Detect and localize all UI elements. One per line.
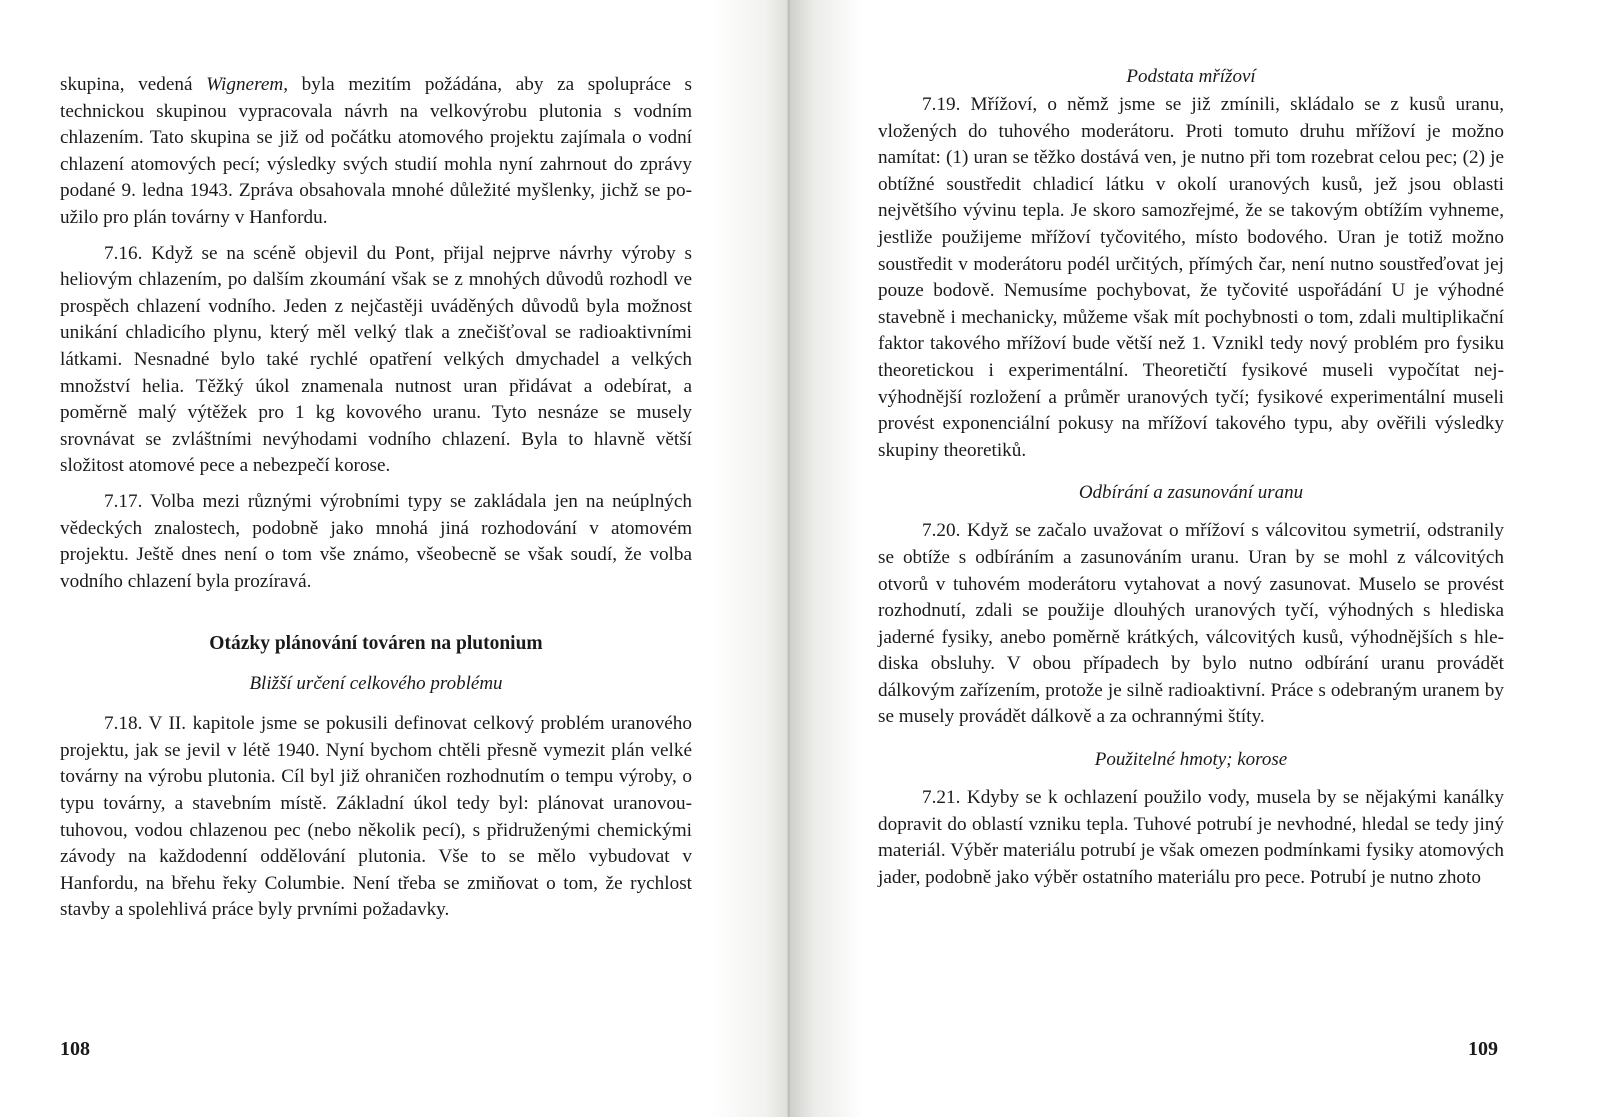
paragraph-7-15-continuation <box>60 72 692 232</box>
paragraph-7-15-text-a: skupina, vedená <box>60 74 207 95</box>
paragraph-7-17: 7.17. Volba mezi různými výrobními typy se zakládala jen na neúplných vědeckých znalostech, podobně jako mnohá jiná rozhodování v atomovém projektu. Ještě dnes není o tom vše známo, všeobecně se však soudí, že volba vodního chlazení byla prozíravá. <box>60 490 692 592</box>
subheading-uranium-removal: Odbírání a zasunování uranu <box>1078 482 1304 504</box>
subheading-overall-problem: Bližší určení celkového problému <box>249 673 503 695</box>
paragraph-7-18: 7.18. V II. kapitole jsme se pokusili definovat celkový problém uranového projektu, jak se jevil v létě 1940. Nyní bychom chtěli přesně vymezit plán velké továrny na výrobu plutonia. Cíl byl již ohraničen rozhodnutím o tempu výroby, o typu továrny, a stavebním místě. Základní úkol tedy byl: plánovat uranovoutuhovou, vodou chlazenou pec (nebo několik pecí), s přidruženými chemickými závody na každodenní oddělování plutonia. Vše to se mělo vybudovat v Hanfordu, na břehu řeky Columbie. Není třeba se zmiňovat o tom, že rychlost stavby a spolehlivá práce byly prvními požadavky. <box>60 713 692 921</box>
paragraph-7-20: 7.20. Když se začalo uvažovat o mřížoví s válcovitou symetrií, odstranily se obtíže s odbíráním a zasunováním uranu. Uran by se mohl z válcovitých otvorů v tuhovém moderátoru vytahovat a nový zasunovat. Muselo se provést rozhodnutí, zdali se použije dlouhých uranových tyčí, výhodných s hlediska jaderné fysiky, anebo poměrně krátkých, válcovitých kusů, výhodnějších s hlediska obsluhy. V obou případech by bylo nutno odbírání uranu provádět dálkovým zařízením, protože je silně radioaktivní. Práce s odebraným uranem by se musely provádět dálkově a za ochrannými štíty. <box>878 520 1504 728</box>
left-page <box>0 0 790 1117</box>
subheading-lattice-nature: Podstata mřížoví <box>1126 66 1256 87</box>
subheading-materials-corrosion: Použitelné hmoty; korose <box>1094 749 1288 771</box>
paragraph-7-16: 7.16. Když se na scéně objevil du Pont, přijal nejprve návrhy výroby s heliovým chlazením, po dalším zkoumání však se z mnohých důvodů rozhodl ve prospěch chlazení vodního. Jeden z nejčastěji uváděných důvodů byla možnost unikání chladicího plynu, který měl velký tlak a znečišťoval se radioaktivními látkami. Nesnadné bylo také rychlé opatření velkých dmychadel a velkých množství helia. Těžký úkol znamenala nutnost uran přidávat a odebírat, a poměrně malý výtěžek pro 1 kg kovového uranu. Tyto nesnáze se musely srovnávat se zvláštními nevýhodami vodního chlazení. Byla to hlavně větší složitost atomové pece a nebezpečí korose. <box>60 242 692 477</box>
paragraph-7-21: 7.21. Kdyby se k ochlazení použilo vody, musela by se nějakými kanálky dopravit do oblastí vzniku tepla. Tuhové potrubí je nevhodné, hledal se tedy jiný materiál. Výběr materiálu potrubí je však omezen podmínkami fysiky atomových jader, podobně jako výběr ostatního materiálu pro pece. Potrubí je nutno zhoto <box>878 787 1504 888</box>
wigner-name: Wignerem, <box>206 74 288 95</box>
paragraph-7-15-text-b: byla mezitím požádána, aby za spolupráce s technickou skupinou vypracovala návrh na velkovýrobu plutonia s vodním chlazením. Tato skupina se již od počátku atomového projektu zajímala o vodní chlazení atomových pecí; výsledky svých studií mohla nyní zahrnout do zprávy podané 9. ledna 1943. Zpráva obsahovala mnohé důležité myšlenky, jichž se použilo pro plán továrny v Hanfordu. <box>60 74 692 228</box>
page-number-left: 108 <box>60 1038 90 1060</box>
page-number-right: 109 <box>1468 1038 1498 1060</box>
right-page-text <box>878 64 1504 891</box>
paragraph-7-19: 7.19. Mřížoví, o němž jsme se již zmínili, skládalo se z kusů uranu, vložených do tuhového moderátoru. Proti tomuto druhu mřížoví je možno namítat: (1) uran se těžko dostává ven, je nutno při tom rozebrat celou pec; (2) je obtížné soustředit chladicí látku v okolí uranových kusů, jež jsou oblasti největšího vývinu tepla. Je skoro samozřejmé, že se takovým obtížím vyhneme, jestliže použijeme mřížoví tyčovitého, místo bodového. Uran je totiž možno soustředit v moderátoru podél určitých, přímých čar, není nutno soustřeďovat jej pouze bodově. Nemusíme pochybovat, že tyčovité uspořádání U je výhodné stavebně i mechanicky, můžeme však mít pochybnosti o tom, zdali multiplikační faktor takového mřížoví bude větší než 1. Vznikl tedy nový problém pro fysiku theoretickou i experimentální. Theoretičtí fysikové museli vypočítat nejvýhodnější rozložení a průměr uranových tyčí; fysikové experimentální museli provést exponenciální pokusy na mřížoví takového typu, aby ověřili výsledky skupiny theoretiků. <box>878 94 1504 461</box>
section-heading: Otázky plánování továren na plutonium <box>209 633 543 655</box>
left-page-text <box>60 72 692 924</box>
